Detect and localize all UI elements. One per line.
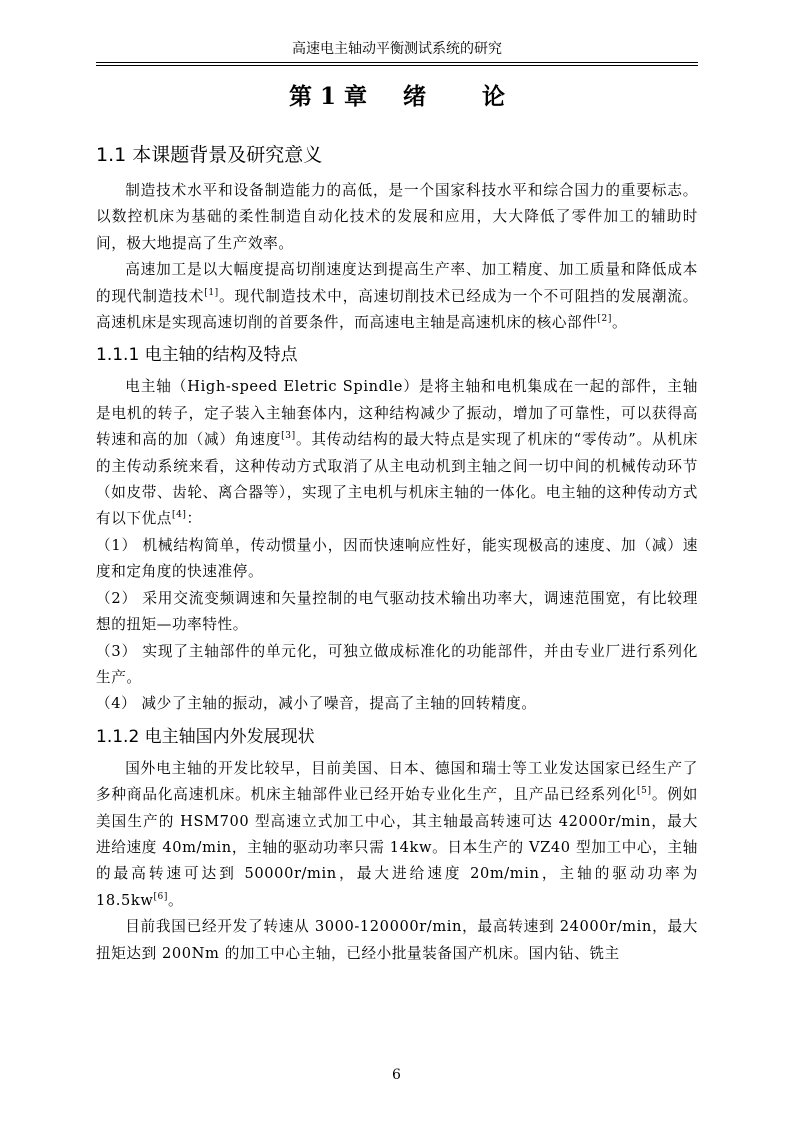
- list-item: （2） 采用交流变频调速和矢量控制的电气驱动技术输出功率大，调速范围宽，有比较理想的扭矩—功率特性。: [96, 589, 698, 634]
- list-item: （1） 机械结构简单，传动惯量小，因而快速响应性好，能实现极高的速度、加（减）速度和定角度的快速准停。: [96, 536, 698, 581]
- citation: [3]: [281, 431, 296, 442]
- citation: [5]: [637, 786, 652, 797]
- body-text: [96, 140, 698, 967]
- chapter-title-char-1: 绪: [403, 83, 427, 110]
- citation: [2]: [597, 314, 612, 325]
- chapter-number: 第 1 章: [288, 83, 367, 110]
- paragraph: 目前我国已经开发了转速从 3000-120000r/min，最高转速到 24000r/min，最大扭矩达到 200Nm 的加工中心主轴，已经小批量装备国产机床。国内钻、铣主: [96, 918, 698, 962]
- paragraph: 高速加工是以大幅度提高切削速度达到提高生产率、加工精度、加工质量和降低成本的现代制造技术[1]。现代制造技术中，高速切削技术已经成为一个不可阻挡的发展潮流。高速机床是实现高速切削的首要条件，而高速电主轴是高速机床的核心部件[2]。: [96, 261, 698, 332]
- citation: [4]: [171, 510, 187, 521]
- header-rule: [96, 62, 698, 63]
- citation: [1]: [204, 287, 219, 298]
- section-heading-1-1: 1.1 本课题背景及研究意义: [96, 144, 323, 166]
- page-number: 6: [392, 1067, 401, 1083]
- paragraph: 电主轴（High-speed Eletric Spindle）是将主轴和电机集成在一起的部件，主轴是电机的转子，定子装入主轴套体内，这种结构减少了振动，增加了可靠性，可以获得高转速和高的加（减）角速度[3]。其传动结构的最大特点是实现了机床的“零传动”。从机床的主传动系统来看，这种传动方式取消了从主电动机到主轴之间一切中间的机械传动环节（如皮带、齿轮、离合器等），实现了主电机与机床主轴的一体化。电主轴的这种传动方式有以下优点[4]：: [96, 378, 698, 528]
- paragraph: 制造技术水平和设备制造能力的高低，是一个国家科技水平和综合国力的重要标志。以数控机床为基础的柔性制造自动化技术的发展和应用，大大降低了零件加工的辅助时间，极大地提高了生产效率。: [96, 182, 698, 252]
- chapter-title: [96, 80, 698, 114]
- section-heading-1-1-2: 1.1.2 电主轴国内外发展现状: [96, 726, 315, 747]
- list-item: （3） 实现了主轴部件的单元化，可独立做成标准化的功能部件，并由专业厂进行系列化生产。: [96, 642, 698, 686]
- chapter-title-char-2: 论: [482, 83, 506, 110]
- header-rule-thin: [96, 65, 698, 66]
- list-item: （4） 减少了主轴的振动，减小了噪音，提高了主轴的回转精度。: [96, 695, 537, 713]
- paragraph: 国外电主轴的开发比较早，目前美国、日本、德国和瑞士等工业发达国家已经生产了多种商品化高速机床。机床主轴部件业已经开始专业化生产，且产品已经系列化[5]。例如美国生产的 HSM700 型高速立式加工中心，其主轴最高转速可达 42000r/min，最大进给速度 40m/min，主轴的驱动功率只需 14kw。日本生产的 VZ40 型加工中心，主轴的最高转速可达到 50000r/min，最大进给速度 20m/min，主轴的驱动功率为 18.5kw[6]。: [96, 759, 698, 909]
- citation: [6]: [153, 891, 168, 902]
- section-heading-1-1-1: 1.1.1 电主轴的结构及特点: [96, 345, 298, 366]
- running-header: 高速电主轴动平衡测试系统的研究: [292, 41, 502, 57]
